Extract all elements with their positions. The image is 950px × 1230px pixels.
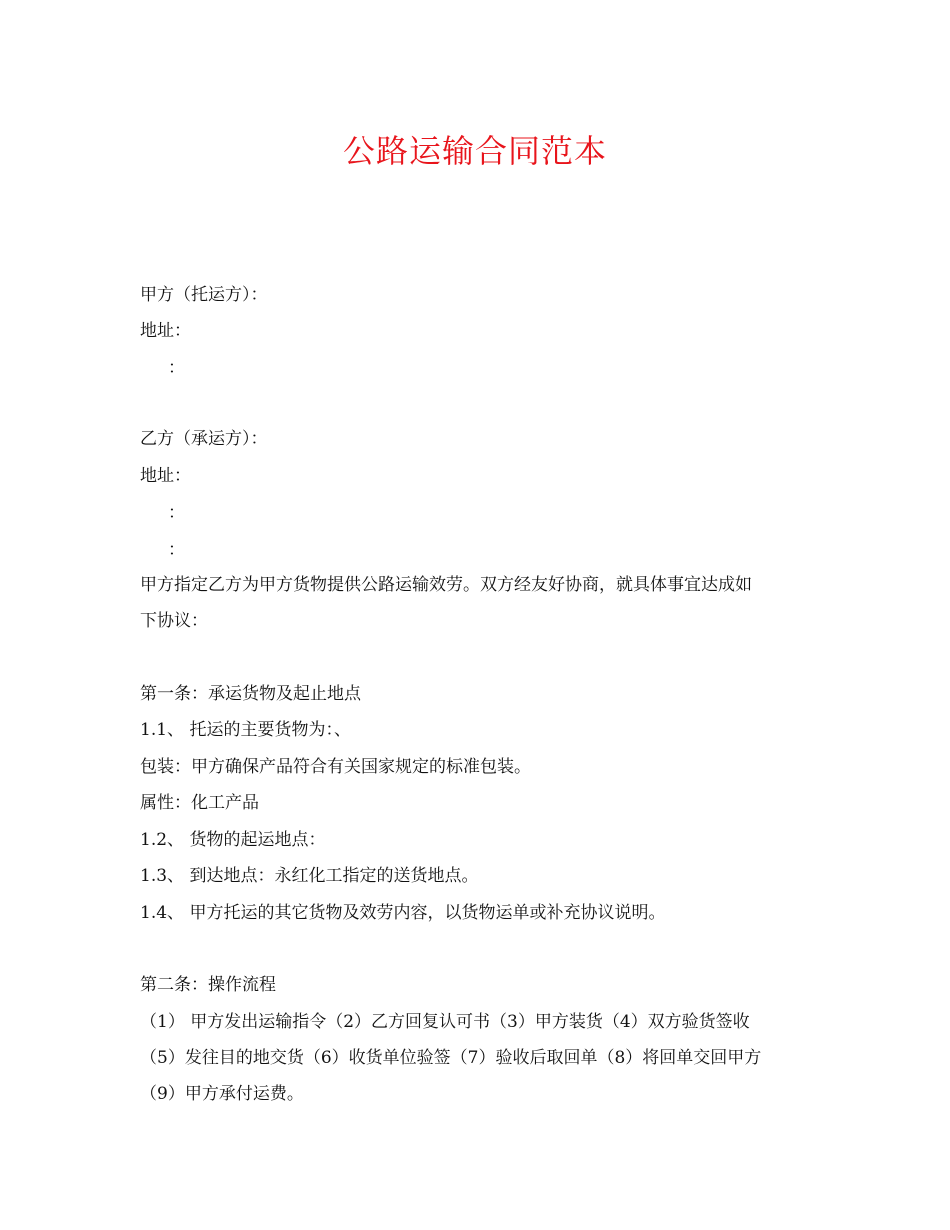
article-1-item-1-4: 1.4、 甲方托运的其它货物及效劳内容，以货物运单或补充协议说明。 [140, 903, 666, 923]
article-1-item-1-3: 1.3、 到达地点：永红化工指定的送货地点。 [140, 866, 479, 886]
article-1-item-1-1: 1.1、 托运的主要货物为：、 [140, 720, 351, 740]
party-b-blank-field-2: ： [168, 540, 185, 560]
party-b-label: 乙方（承运方）： [140, 429, 268, 449]
party-a-label: 甲方（托运方）： [140, 285, 268, 305]
article-2-heading: 第二条：操作流程 [140, 975, 276, 995]
article-1-attribute: 属性：化工产品 [140, 793, 259, 813]
party-b-blank-field-1: ： [168, 503, 185, 523]
article-1-heading: 第一条：承运货物及起止地点 [140, 684, 361, 704]
party-a-blank-field: ： [168, 358, 185, 378]
intro-line-1: 甲方指定乙方为甲方货物提供公路运输效劳。双方经友好协商，就具体事宜达成如 [140, 575, 752, 595]
party-b-address: 地址： [140, 466, 191, 486]
article-2-line-3: （9）甲方承付运费。 [140, 1084, 304, 1104]
article-1-packaging: 包装：甲方确保产品符合有关国家规定的标准包装。 [140, 757, 531, 777]
article-2-line-1: （1） 甲方发出运输指令（2）乙方回复认可书（3）甲方装货（4）双方验货签收 [140, 1012, 750, 1032]
intro-line-2: 下协议： [140, 611, 208, 631]
document-title: 公路运输合同范本 [342, 132, 607, 170]
article-1-item-1-2: 1.2、 货物的起运地点： [140, 830, 326, 850]
party-a-address: 地址： [140, 321, 191, 341]
article-2-line-2: （5）发往目的地交货（6）收货单位验签（7）验收后取回单（8）将回单交回甲方 [140, 1048, 762, 1068]
